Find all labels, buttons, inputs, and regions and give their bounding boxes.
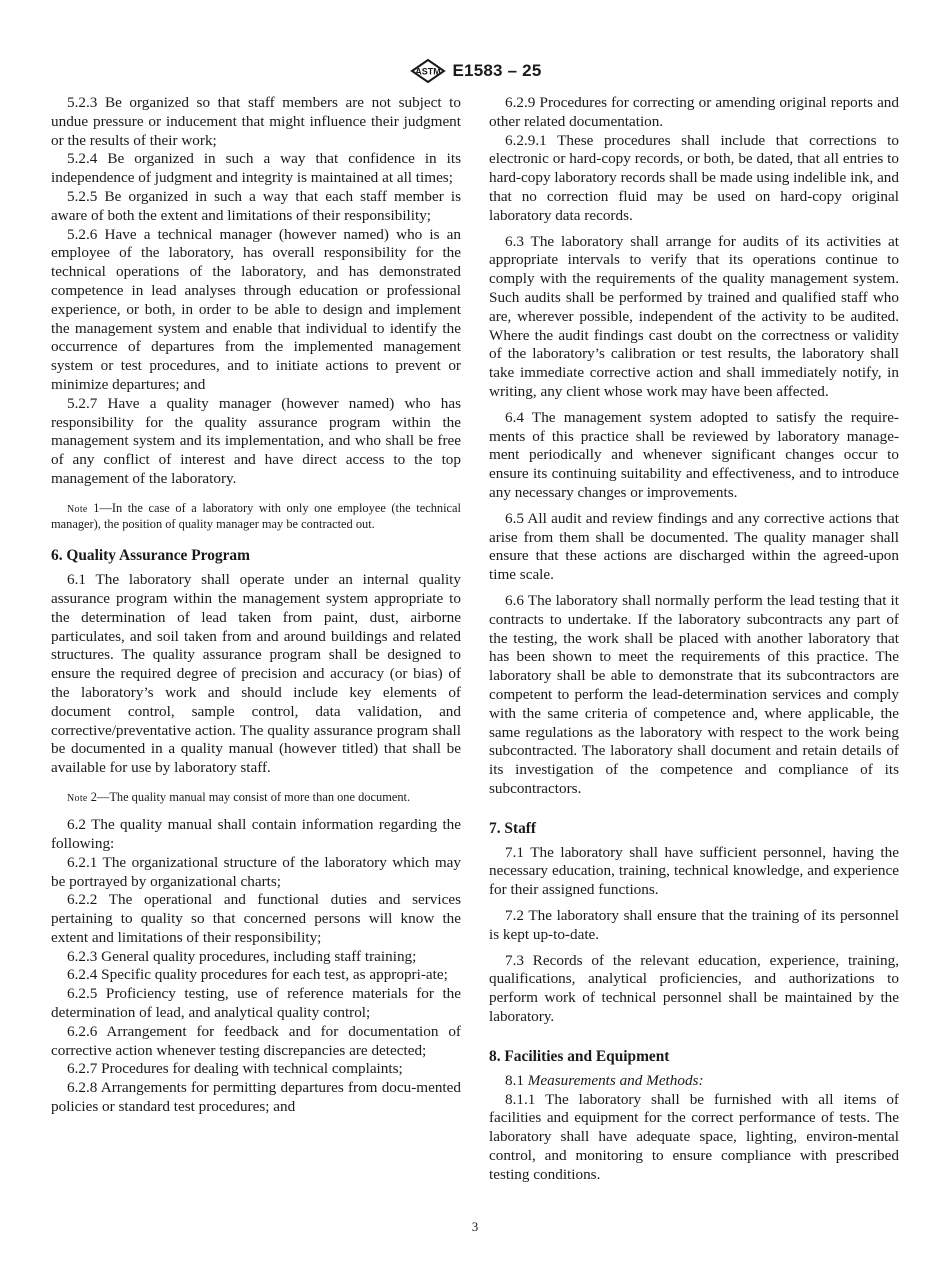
clause-6-2-1: 6.2.1 The organizational structure of the laboratory which may be portrayed by organizational charts;: [51, 853, 461, 890]
clause-6-1: 6.1 The laboratory shall operate under an internal quality assurance program within the management system appropriate to the determination of lead taken from paint, dust, airborne particulates, and soil taken from and around buildings and related structures. The quality assurance program shall be designed to ensure the required degree of precision and accuracy (or bias) of the laboratory’s work and should include key elements of document control, sample control, data validation, and corrective/preventative action. The quality assurance program shall be documented in a quality manual (however titled) that shall be available for use by laboratory staff.: [51, 571, 461, 777]
clause-6-5: 6.5 All audit and review findings and any corrective actions that arise from them shall be documented. The quality manager shall ensure that these actions are discharged within the agreed-upon time scale.: [489, 509, 899, 584]
clause-8-1-title: Measurements and Methods:: [527, 1071, 704, 1089]
clause-6-2-9: 6.2.9 Procedures for correcting or amending original reports and other related documentation.: [489, 94, 899, 130]
astm-logo-icon: [409, 57, 447, 85]
clause-6-2-3: 6.2.3 General quality procedures, including staff training;: [67, 947, 417, 965]
note-2-text: 2—The quality manual may consist of more than one document.: [87, 789, 411, 804]
svg-text:ASTM: ASTM: [414, 66, 441, 77]
note-1-text: 1—In the case of a laboratory with only one employee (the technical manager), the position of quality manager may be contracted out.: [51, 500, 461, 531]
clause-6-2-6: 6.2.6 Arrangement for feedback and for documentation of corrective action whenever testing discrepancies are detected;: [51, 1022, 461, 1059]
document-id: E1583 – 25: [452, 61, 542, 80]
clause-6-2-2: 6.2.2 The operational and functional duties and services pertaining to quality so that concerned persons will know the extent and limitations of their responsibility;: [51, 891, 461, 946]
clause-7-3: 7.3 Records of the relevant education, experience, training, qualifications, analytical proficiencies, and authorizations to perform work of technical personnel shall be maintained by the laboratory.: [489, 951, 899, 1026]
clause-6-2-8: 6.2.8 Arrangements for permitting departures from docu-mented policies or standard test procedures; and: [51, 1079, 461, 1116]
clause-6-2-7: 6.2.7 Procedures for dealing with technical complaints;: [67, 1060, 403, 1078]
clause-6-3: 6.3 The laboratory shall arrange for audits of its activities at appropriate intervals to verify that its operations continue to comply with the requirements of the quality management system. Such audits shall be performed by trained and qualified staff who are, wherever possible, independent of the activity to be audited. Where the audit findings cast doubt on the correctness or validity of the laboratory’s calibration or test results, the laboratory shall take immediate corrective action and shall immediately notify, in writing, any client whose work may have been affected.: [489, 232, 899, 400]
clause-6-6: 6.6 The laboratory shall normally perform the lead testing that it contracts to undertake. If the laboratory subcontracts any part of the testing, the work shall be placed with another laboratory that has been shown to meet the requirements of this practice. The laboratory shall be able to demonstrate that its subcontractors are competent to perform the lead-determination services and comply with the same criteria of competence and, where applicable, the same regulations as the laboratory with respect to the work being subcontracted. The laboratory shall document and retain details of its investigation of the competence and compliance of its subcontractors.: [489, 591, 899, 797]
clause-7-1: 7.1 The laboratory shall have sufficient personnel, having the necessary education, training, technical knowledge, and experience for their assigned functions.: [489, 843, 899, 899]
section-8-heading: 8. Facilities and Equipment: [489, 1047, 670, 1065]
clause-6-2-9-1: 6.2.9.1 These procedures shall include that corrections to electronic or hard-copy records, or both, be dated, that all entries to hard-copy laboratory records shall be made using indelible ink, and that no correction fluid may be used on hard-copy original laboratory data records.: [489, 131, 899, 224]
clause-6-2-5: 6.2.5 Proficiency testing, use of reference materials for the determination of lead, and analytical quality control;: [51, 985, 461, 1022]
clause-5-2-7: 5.2.7 Have a quality manager (however named) who has responsibility for the quality assurance program within the management system and its implementation, and who shall be free of any conflict of interest and have direct access to the top management of the laboratory.: [51, 394, 461, 487]
clause-5-2-5: 5.2.5 Be organized in such a way that each staff member is aware of both the extent and limitations of their responsibility;: [51, 187, 461, 224]
right-column: [489, 94, 899, 1185]
note-2-label: Note: [67, 792, 88, 804]
note-1: [51, 501, 461, 532]
clause-6-2: 6.2 The quality manual shall contain information regarding the following:: [51, 816, 461, 852]
clause-5-2-6: 5.2.6 Have a technical manager (however named) who is an employee of the laboratory, has overall responsibility for the technical operations of the laboratory, and has demonstrated competence in lead analyses through education or professional experience, or both, in order to be able to design and implement the management system and enable that individual to identify the occurrence of departures from the implemented management system or test procedures, and to initiate actions to prevent or minimize departures; and: [51, 225, 461, 393]
clause-5-2-4: 5.2.4 Be organized in such a way that confidence in its independence of judgment and integrity is maintained at all times;: [51, 150, 461, 187]
page-header: [0, 56, 950, 86]
page-number: 3: [471, 1219, 479, 1234]
section-6-heading: 6. Quality Assurance Program: [51, 547, 250, 565]
clause-8-1-number: 8.1: [505, 1071, 528, 1089]
note-1-label: Note: [67, 503, 88, 515]
clause-7-2: 7.2 The laboratory shall ensure that the training of its personnel is kept up-to-date.: [489, 907, 899, 943]
clause-6-4: 6.4 The management system adopted to satisfy the require-ments of this practice shall be reviewed by laboratory manage-ment periodically and whenever significant changes occur to ensure its continuing suitability and effectiveness, and to introduce any necessary changes or improvements.: [489, 408, 899, 501]
clause-5-2-3: 5.2.3 Be organized so that staff members are not subject to undue pressure or inducement that might influence their judgment or the results of their work;: [51, 94, 461, 149]
section-7-heading: 7. Staff: [489, 819, 537, 837]
note-2: [51, 790, 461, 806]
left-column: [51, 94, 461, 1117]
clause-8-1-1: 8.1.1 The laboratory shall be furnished with all items of facilities and equipment for the correct performance of tests. The laboratory shall have adequate space, lighting, environ-mental control, and monitoring to ensure compliance with prescribed testing conditions.: [489, 1090, 899, 1183]
clause-8-1: [489, 1072, 899, 1091]
clause-6-2-4: 6.2.4 Specific quality procedures for each test, as appropri-ate;: [67, 966, 448, 984]
